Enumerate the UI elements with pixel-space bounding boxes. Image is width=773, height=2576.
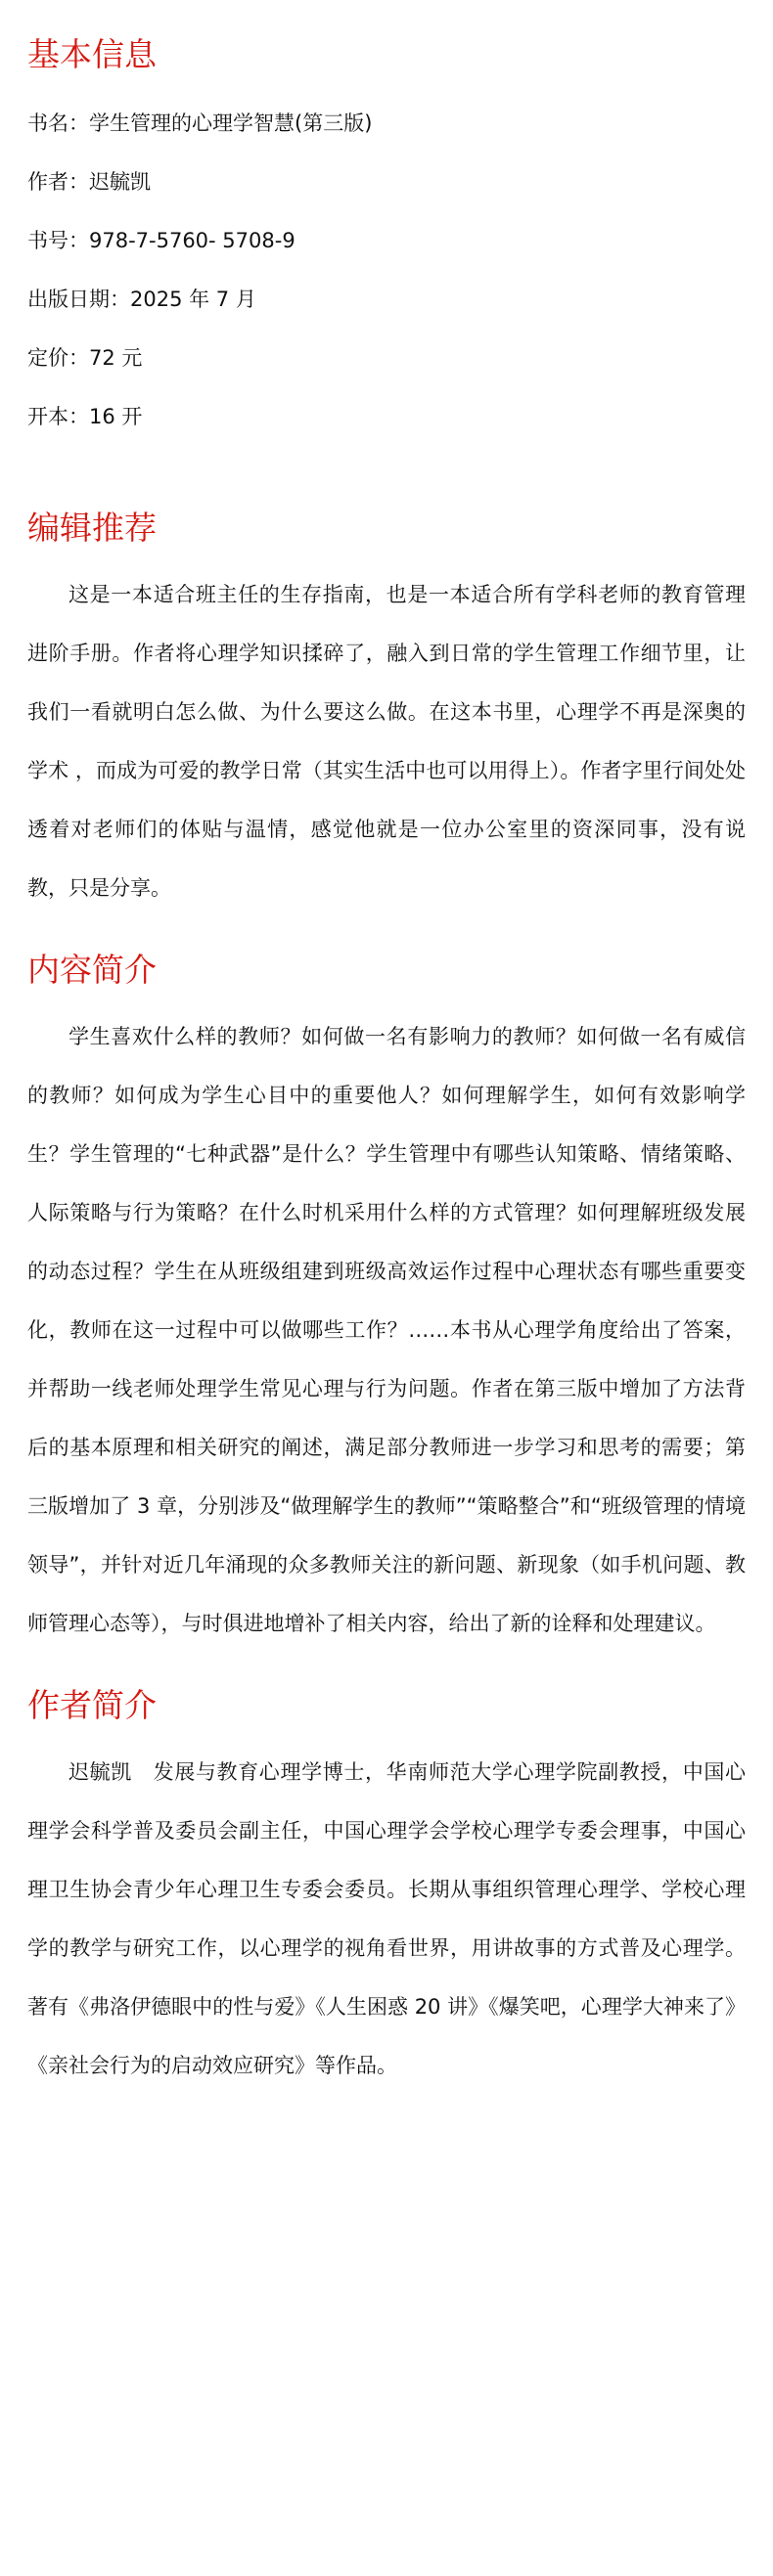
- spacer: [27, 1653, 746, 1680]
- info-price: 定价：72 元: [27, 346, 143, 370]
- author-intro-text: 迟毓凯 发展与教育心理学博士，华南师范大学心理学院副教授，中国心理学会科学普及委员会副主任，中国心理学会学校心理学专委会理事，中国心理卫生协会青少年心理卫生专委会委员。长期从事组织管理心理学、学校心理学的教学与研究工作，以心理学的视角看世界，用讲故事的方式普及心理学。著有《弗洛伊德眼中的性与爱》《人生困惑 20 讲》《爆笑吧，心理学大神来了》《亲社会行为的启动效应研究》等作品。: [27, 1760, 746, 2077]
- editor-recommendation-text: 这是一本适合班主任的生存指南，也是一本适合所有学科老师的教育管理进阶手册。作者将心理学知识揉碎了，融入到日常的学生管理工作细节里，让我们一看就明白怎么做、为什么要这么做。在这本书里，心理学不再是深奥的学术 ，而成为可爱的教学日常（其实生活中也可以用得上）。作者字里行间处处透着对老师们的体贴与温情，感觉他就是一位办公室里的资深同事，没有说教，只是分享。: [27, 583, 746, 900]
- section-title-content-summary: 内容简介: [27, 951, 157, 989]
- info-author: 作者：迟毓凯: [27, 170, 151, 194]
- editor-recommendation-section: [27, 503, 746, 917]
- info-format: 开本：16 开: [27, 405, 143, 428]
- spacer: [27, 446, 746, 503]
- content-summary-section: [27, 945, 746, 1653]
- section-title-author-intro: 作者简介: [27, 1686, 157, 1724]
- author-intro-section: [27, 1680, 746, 2095]
- section-title-basic-info: 基本信息: [27, 35, 157, 73]
- info-book-title: 书名：学生管理的心理学智慧(第三版): [27, 111, 373, 135]
- info-publish-date: 出版日期：2025 年 7 月: [27, 288, 256, 311]
- section-title-editor-recommendation: 编辑推荐: [27, 509, 157, 547]
- basic-info-section: [27, 29, 746, 446]
- spacer: [27, 917, 746, 945]
- info-isbn: 书号：978-7-5760- 5708-9: [27, 229, 296, 252]
- content-summary-text: 学生喜欢什么样的教师？如何做一名有影响力的教师？如何做一名有威信的教师？如何成为学生心目中的重要他人？如何理解学生，如何有效影响学生？学生管理的“七种武器”是什么？学生管理中有哪些认知策略、情绪策略、人际策略与行为策略？在什么时机采用什么样的方式管理？如何理解班级发展的动态过程？学生在从班级组建到班级高效运作过程中心理状态有哪些重要变化，教师在这一过程中可以做哪些工作？……本书从心理学角度给出了答案，并帮助一线老师处理学生常见心理与行为问题。作者在第三版中增加了方法背后的基本原理和相关研究的阐述，满足部分教师进一步学习和思考的需要；第三版增加了 3 章，分别涉及“做理解学生的教师”“策略整合”和“班级管理的情境领导”，并针对近几年涌现的众多教师关注的新问题、新现象（如手机问题、教师管理心态等），与时俱进地增补了相关内容，给出了新的诠释和处理建议。: [27, 1025, 746, 1635]
